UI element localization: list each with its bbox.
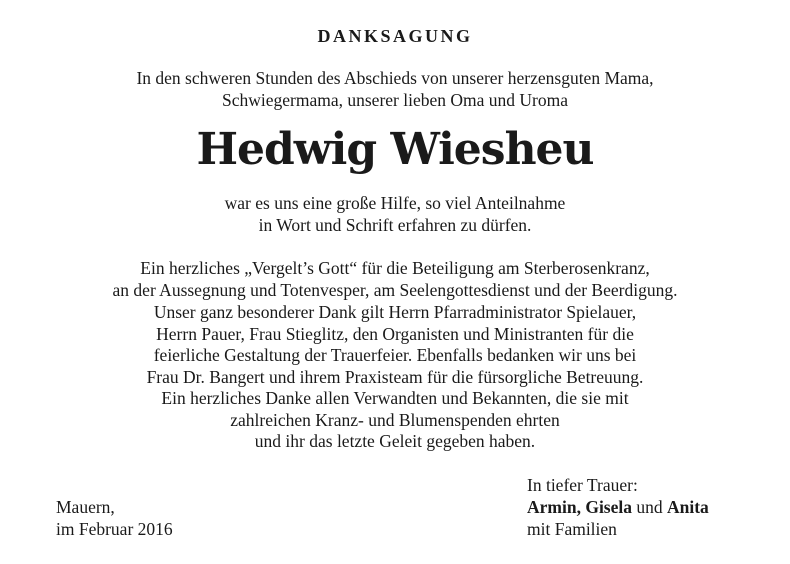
paragraph-line: feierliche Gestaltung der Trauerfeier. Ebenfalls bedanken wir uns bei [153,345,637,365]
paragraph-rosary [0,258,790,301]
paragraph-line: an der Aussegnung und Totenvesper, am Seelengottesdienst und der Beerdigung. [112,279,678,300]
signer-separator: und [632,497,667,517]
intro-line: In den schweren Stunden des Abschieds von unserer herzensguten Mama, [136,68,654,88]
signer-names [527,497,709,519]
deceased-name: Hedwig Wiesheu [196,124,594,175]
thanks-line: war es uns eine große Hilfe, so viel Anteilnahme [224,193,566,213]
thanks-text [0,193,790,236]
paragraph-line: Herrn Pauer, Frau Stieglitz, den Organisten und Ministranten für die [156,323,634,344]
intro-text [0,68,790,111]
intro-line: Schwiegermama, unserer lieben Oma und Uroma [222,89,568,110]
notice-heading: DANKSAGUNG [317,26,473,46]
paragraph-line: Frau Dr. Bangert und ihrem Praxisteam für die fürsorgliche Betreuung. [146,366,644,387]
signer-name: Anita [667,497,709,517]
paragraph-line: Ein herzliches „Vergelt’s Gott“ für die Beteiligung am Sterberosenkranz, [140,258,650,278]
signer-separator: , [576,497,586,517]
families-text: mit Familien [527,518,617,539]
thanks-line: in Wort und Schrift erfahren zu dürfen. [258,214,532,235]
signer-name: Armin [527,497,577,517]
paragraph-line: und ihr das letzte Geleit gegeben haben. [254,431,536,451]
paragraph-line: zahlreichen Kranz- und Blumenspenden ehrten [230,409,560,430]
place-and-date [56,497,173,540]
place-name: Mauern, [56,497,115,517]
mourning-label: In tiefer Trauer: [527,475,638,495]
signatories [527,497,709,540]
signer-name: Gisela [585,497,632,517]
paragraph-line: Ein herzliches Danke allen Verwandten und Bekannten, die sie mit [161,388,629,408]
date-text: im Februar 2016 [56,518,173,539]
paragraph-special-thanks [0,302,790,388]
paragraph-relatives [0,388,790,453]
paragraph-line: Unser ganz besonderer Dank gilt Herrn Pfarradministrator Spielauer, [153,302,637,322]
